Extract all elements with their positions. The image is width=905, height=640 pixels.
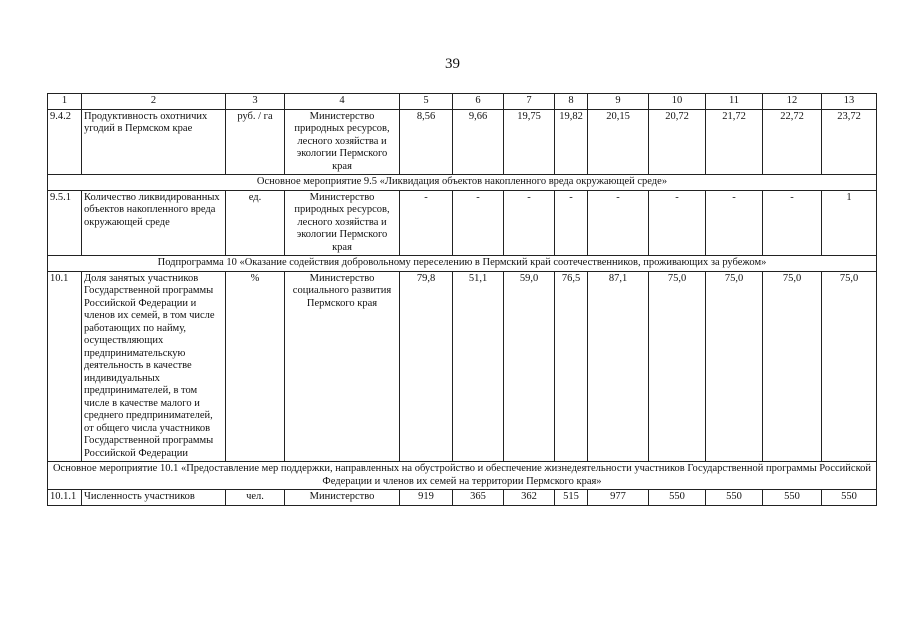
- row-value: -: [453, 190, 504, 256]
- row-responsible: Министерство: [285, 490, 400, 506]
- header-cell: 12: [763, 94, 822, 110]
- row-value: 21,72: [706, 109, 763, 175]
- section-row: [48, 462, 877, 490]
- row-value: 550: [822, 490, 877, 506]
- row-indicator: Доля занятых участников Государственной программы Российской Федерации и членов их семей, в том числе работающих по найму, осуществляющих предпринимательскую деятельность в качестве индивидуальных предпринимателей, в том числе в качестве малого и среднего предпринимателей, от общего числа участников Государственной программы Российской Федерации: [82, 271, 226, 462]
- header-cell: 13: [822, 94, 877, 110]
- header-cell: 11: [706, 94, 763, 110]
- row-unit: ед.: [226, 190, 285, 256]
- row-value: 59,0: [504, 271, 555, 462]
- row-value: -: [588, 190, 649, 256]
- row-value: 20,15: [588, 109, 649, 175]
- table-row: [48, 190, 877, 256]
- header-cell: 7: [504, 94, 555, 110]
- row-value: 20,72: [649, 109, 706, 175]
- row-value: 19,75: [504, 109, 555, 175]
- section-title: Основное мероприятие 10.1 «Предоставление мер поддержки, направленных на обустройство и обеспечение жизнедеятельности участников Государственной программы Российской Федерации и членов их семей на территории Пермского края»: [48, 462, 877, 490]
- row-value: 550: [649, 490, 706, 506]
- row-value: 919: [400, 490, 453, 506]
- section-row: [48, 256, 877, 272]
- section-row: [48, 175, 877, 191]
- header-cell: 4: [285, 94, 400, 110]
- header-cell: 9: [588, 94, 649, 110]
- row-indicator: Количество ликвидированных объектов накопленного вреда окружающей среде: [82, 190, 226, 256]
- header-cell: 10: [649, 94, 706, 110]
- row-value: 75,0: [649, 271, 706, 462]
- table-row: [48, 271, 877, 462]
- row-value: 550: [706, 490, 763, 506]
- row-code: 10.1.1: [48, 490, 82, 506]
- row-responsible: Министерство природных ресурсов, лесного хозяйства и экологии Пермского края: [285, 109, 400, 175]
- row-value: 9,66: [453, 109, 504, 175]
- row-value: 75,0: [763, 271, 822, 462]
- row-value: 977: [588, 490, 649, 506]
- row-unit: руб. / га: [226, 109, 285, 175]
- row-value: 8,56: [400, 109, 453, 175]
- row-unit: %: [226, 271, 285, 462]
- row-unit: чел.: [226, 490, 285, 506]
- row-code: 9.5.1: [48, 190, 82, 256]
- section-title: Основное мероприятие 9.5 «Ликвидация объектов накопленного вреда окружающей среде»: [48, 175, 877, 191]
- column-number-header: [48, 94, 877, 110]
- row-value: 550: [763, 490, 822, 506]
- row-value: 79,8: [400, 271, 453, 462]
- row-value: -: [706, 190, 763, 256]
- header-cell: 2: [82, 94, 226, 110]
- page-number: 39: [445, 56, 460, 72]
- header-cell: 6: [453, 94, 504, 110]
- row-value: 19,82: [555, 109, 588, 175]
- row-value: -: [400, 190, 453, 256]
- row-responsible: Министерство природных ресурсов, лесного хозяйства и экологии Пермского края: [285, 190, 400, 256]
- row-value: 365: [453, 490, 504, 506]
- row-code: 9.4.2: [48, 109, 82, 175]
- row-code: 10.1: [48, 271, 82, 462]
- row-value: 23,72: [822, 109, 877, 175]
- table-row: [48, 109, 877, 175]
- header-cell: 8: [555, 94, 588, 110]
- table-row: [48, 490, 877, 506]
- row-responsible: Министерство социального развития Пермского края: [285, 271, 400, 462]
- header-cell: 5: [400, 94, 453, 110]
- header-cell: 3: [226, 94, 285, 110]
- row-value: 1: [822, 190, 877, 256]
- row-value: 76,5: [555, 271, 588, 462]
- row-value: -: [763, 190, 822, 256]
- row-value: 22,72: [763, 109, 822, 175]
- row-indicator: Численность участников: [82, 490, 226, 506]
- row-value: 87,1: [588, 271, 649, 462]
- row-value: -: [555, 190, 588, 256]
- row-value: 515: [555, 490, 588, 506]
- row-value: 51,1: [453, 271, 504, 462]
- row-value: 362: [504, 490, 555, 506]
- section-title: Подпрограмма 10 «Оказание содействия добровольному переселению в Пермский край соотечественников, проживающих за рубежом»: [48, 256, 877, 272]
- row-value: 75,0: [822, 271, 877, 462]
- indicators-table: [47, 93, 877, 506]
- row-indicator: Продуктивность охотничих угодий в Пермском крае: [82, 109, 226, 175]
- row-value: -: [504, 190, 555, 256]
- row-value: 75,0: [706, 271, 763, 462]
- row-value: -: [649, 190, 706, 256]
- header-cell: 1: [48, 94, 82, 110]
